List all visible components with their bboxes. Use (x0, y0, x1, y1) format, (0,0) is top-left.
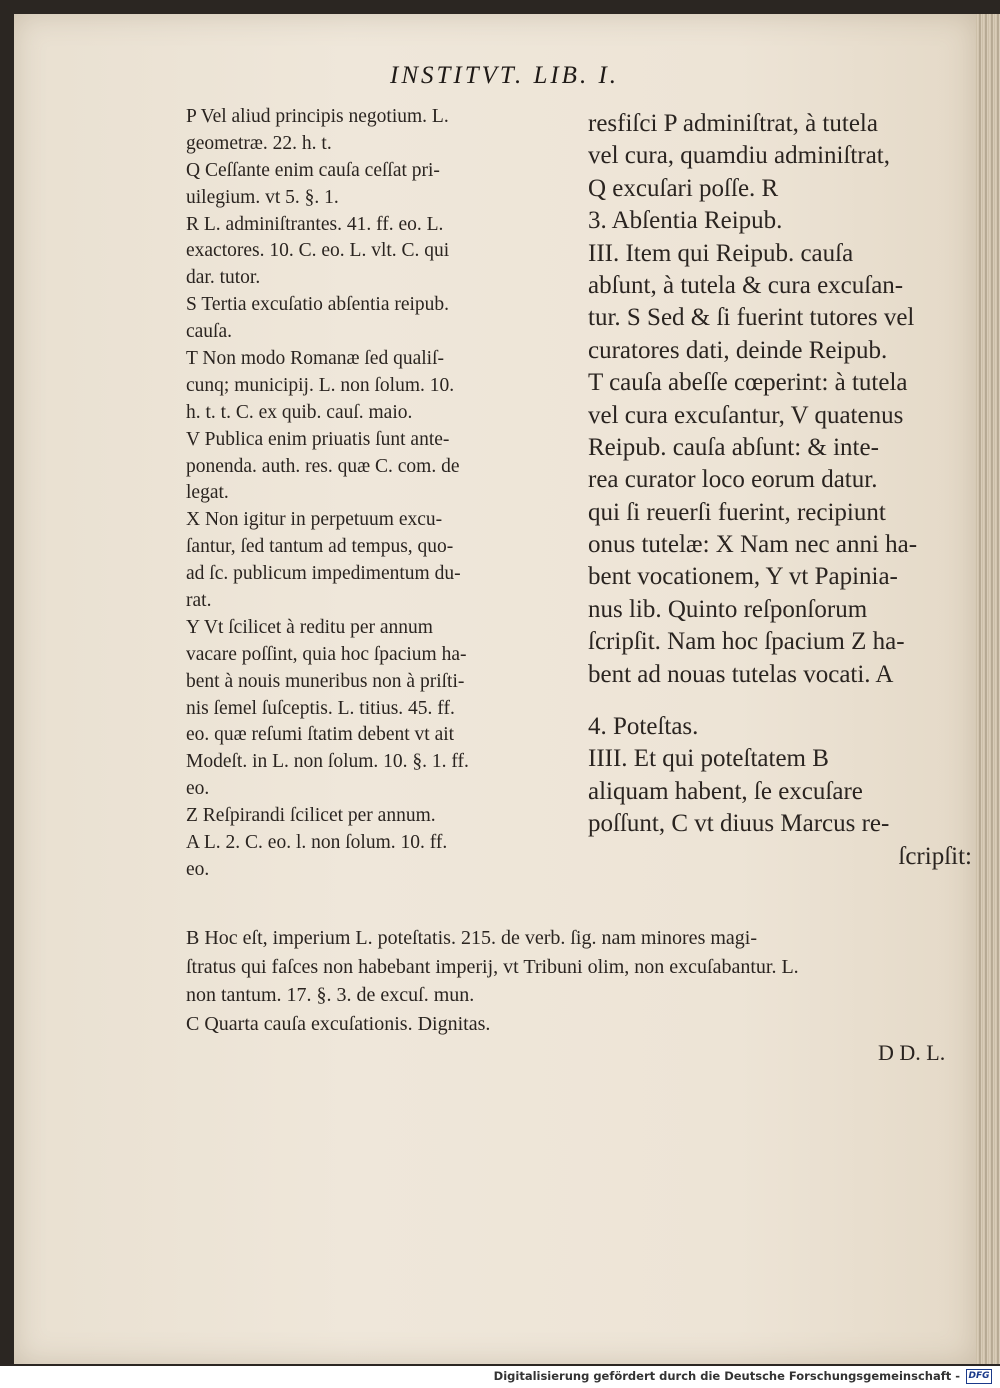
bottom-note-line: non tantum. 17. §. 3. de excuſ. mun. (186, 984, 475, 1006)
main-text-line: resfiſci P adminiſtrat, à tutela (588, 110, 878, 137)
margin-note-line: T Non modo Romanæ ſed qualiſ- (186, 348, 444, 370)
margin-notes-column (186, 104, 566, 884)
section-heading: 4. Poteſtas. (588, 713, 699, 741)
main-text-line: poſſunt, C vt diuus Marcus re- (588, 810, 890, 838)
main-text-line: nus lib. Quinto reſponſorum (588, 595, 868, 623)
margin-note-line: nis ſemel ſuſceptis. L. titius. 45. ff. (186, 697, 455, 719)
main-text-line: qui ſi reuerſi fuerint, recipiunt (588, 498, 886, 526)
main-text-line: aliquam habent, ſe excuſare (588, 777, 863, 805)
main-text-line: Reipub. cauſa abſunt: & inte- (588, 433, 879, 461)
margin-note-line: ponenda. auth. res. quæ C. com. de (186, 455, 460, 477)
main-text-line: bent vocationem, Y vt Papinia- (588, 563, 898, 591)
margin-note-line: eo. (186, 858, 210, 880)
margin-note-line: eo. (186, 778, 210, 800)
running-head: INSTITVT. LIB. I. (390, 62, 620, 89)
margin-note-line: geometræ. 22. h. t. (186, 132, 332, 154)
section-heading: 3. Abſentia Reipub. (588, 207, 783, 235)
margin-note-line: Q Ceſſante enim cauſa ceſſat pri- (186, 159, 440, 181)
main-text-line: tur. S Sed & ſi fuerint tutores vel (588, 304, 915, 332)
margin-note-line: Z Reſpirandi ſcilicet per annum. (186, 805, 436, 827)
margin-note-line: legat. (186, 482, 229, 504)
main-text-line: curatores dati, deinde Reipub. (588, 336, 888, 364)
footer-credit: Digitalisierung gefördert durch die Deutsche Forschungsgemeinschaft - (493, 1369, 960, 1383)
page-edges (976, 14, 1000, 1364)
margin-note-line: h. t. t. C. ex quib. cauſ. maio. (186, 401, 413, 423)
margin-note-line: uilegium. vt 5. §. 1. (186, 186, 339, 208)
main-text-line: vel cura, quamdiu adminiſtrat, (588, 142, 890, 170)
main-text-line: vel cura excuſantur, V quatenus (588, 401, 904, 429)
main-text-line: ſcripſit: (898, 842, 972, 870)
margin-note-line: rat. (186, 590, 212, 612)
main-text-line: III. Item qui Reipub. cauſa (588, 239, 854, 267)
margin-note-line: Y Vt ſcilicet à reditu per annum (186, 616, 433, 638)
margin-note-line: X Non igitur in perpetuum excu- (186, 509, 443, 531)
dfg-logo-icon[interactable]: DFG (966, 1369, 992, 1384)
bottom-note-line: B Hoc eſt, imperium L. poteſtatis. 215. de verb. ſig. nam minores magi- (186, 927, 757, 949)
catchword: D D. L. (878, 1040, 946, 1065)
margin-note-line: P Vel aliud principis negotium. L. (186, 106, 449, 127)
main-text-line: Q excuſari poſſe. R (588, 174, 779, 202)
margin-note-line: cunq; municipij. L. non ſolum. 10. (186, 374, 455, 396)
margin-note-line: ſantur, ſed tantum ad tempus, quo- (186, 536, 454, 558)
main-text-line: T cauſa abeſſe cœperint: à tutela (588, 369, 908, 397)
main-text-line: bent ad nouas tutelas vocati. A (588, 660, 894, 688)
margin-note-line: S Tertia excuſatio abſentia reipub. (186, 294, 450, 316)
main-text-column (588, 108, 972, 873)
margin-note-line: bent à nouis muneribus non à priſti- (186, 670, 465, 692)
bottom-note-line: ſtratus qui faſces non habebant imperij, vt Tribuni olim, non excuſabantur. L. (186, 955, 799, 978)
margin-note-line: A L. 2. C. eo. l. non ſolum. 10. ff. (186, 832, 448, 854)
main-text-line: rea curator loco eorum datur. (588, 466, 878, 494)
spacer (588, 691, 972, 711)
margin-note-line: ad ſc. publicum impedimentum du- (186, 563, 461, 585)
bottom-notes (186, 924, 976, 1038)
margin-note-line: R L. adminiſtrantes. 41. ff. eo. L. (186, 213, 444, 235)
main-text-line: onus tutelæ: X Nam nec anni ha- (588, 531, 918, 559)
margin-note-line: cauſa. (186, 321, 233, 343)
margin-note-line: V Publica enim priuatis ſunt ante- (186, 428, 450, 450)
bottom-note-line: C Quarta cauſa excuſationis. Dignitas. (186, 1012, 491, 1035)
main-text-line: IIII. Et qui poteſtatem B (588, 745, 829, 773)
margin-note-line: Modeſt. in L. non ſolum. 10. §. 1. ff. (186, 751, 469, 773)
margin-note-line: dar. tutor. (186, 267, 261, 289)
main-text-line: abſunt, à tutela & cura excuſan- (588, 271, 904, 299)
margin-note-line: vacare poſſint, quia hoc ſpacium ha- (186, 643, 467, 665)
margin-note-line: exactores. 10. C. eo. L. vlt. C. qui (186, 240, 450, 262)
margin-note-line: eo. quæ reſumi ſtatim debent vt ait (186, 724, 455, 746)
footer-bar (0, 1366, 1000, 1388)
main-text-line: ſcripſit. Nam hoc ſpacium Z ha- (588, 628, 905, 656)
